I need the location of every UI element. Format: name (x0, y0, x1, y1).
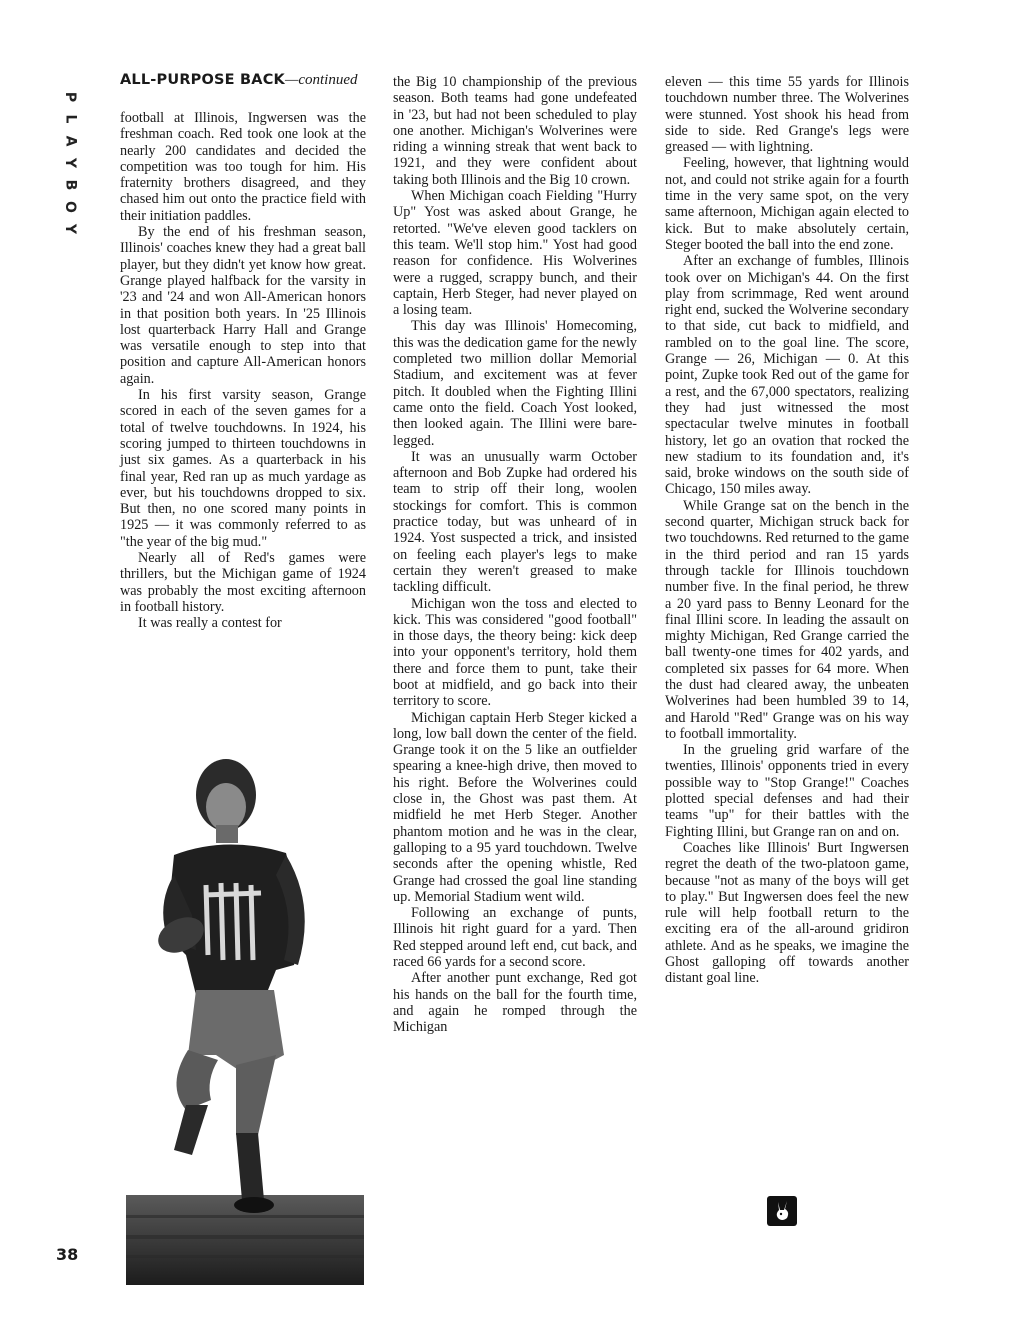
continued-label: —continued (285, 72, 358, 88)
rabbit-head-endmark-icon (767, 1196, 797, 1226)
page-number: 38 (56, 1245, 79, 1264)
article-title: ALL-PURPOSE BACK (120, 72, 285, 88)
magazine-letter: Y (61, 223, 78, 235)
paragraph: After an exchange of fumbles, Illinois took over on Michigan's 44. On the first play from scrimmage, Red went around right end, sucked the Wolverine secondary to that side, cut back to midfield, and rambled on to the goal line. The score, Grange — 26, Michigan — 0. At this point, Zupke took Red out of the game for a rest, and the 67,000 spectators, realizing they had just witnessed the most spectacular twelve minutes in football history, let go an ovation that rocked the new stadium to its foundation and, it's said, broke windows on the south side of Chicago, 150 miles away. (665, 253, 909, 498)
magazine-letter: P (61, 91, 78, 103)
text-column-2 (393, 74, 637, 1036)
paragraph: Nearly all of Red's games were thrillers, but the Michigan game of 1924 was probably the most exciting afternoon in football history. (120, 550, 366, 615)
paragraph: After another punt exchange, Red got his hands on the ball for the fourth time, and again he romped through the Michigan (393, 970, 637, 1036)
article-header (120, 72, 370, 89)
paragraph: eleven — this time 55 yards for Illinois touchdown number three. The Wolverines were stunned. Yost shook his head from side to side. Red Grange's legs were greased — with lightning. (665, 74, 909, 156)
paragraph: Michigan captain Herb Steger kicked a long, low ball down the center of the field. Grange took it on the 5 like an outfielder spearing a knee-high drive, then moved to his right. Before the Wolverines could close in, the Ghost was past them. At midfield he met Herb Steger. Another phantom motion and he was in the clear, galloping to a 95 yard touchdown. Twelve seconds after the opening whistle, Red Grange had crossed the goal line standing up. Memorial Stadium went wild. (393, 709, 637, 905)
paragraph: This day was Illinois' Homecoming, this was the dedication game for the newly completed two million dollar Memorial Stadium, and excitement was at fever pitch. It doubled when the Fighting Illini came onto the field. Coach Yost looked, then looked again. The Illini were bare-legged. (393, 318, 637, 449)
paragraph: By the end of his freshman season, Illinois' coaches knew they had a great ball player, but they didn't yet know how great. Grange played halfback for the varsity in '23 and '24 and won All-American honors in that position both years. In '25 Illinois lost quarterback Harry Hall and Grange was versatile enough to step into that position and capture All-American honors again. (120, 224, 366, 387)
magazine-letter: O (62, 201, 78, 213)
paragraph: It was an unusually warm October afternoon and Bob Zupke had ordered his team to strip off their long, woolen stockings for comfort. This is common practice today, but was unheard of in 1924. Yost suspected a trick, and insisted on feeling each player's legs to make certain they weren't greased to make tackling difficult. (393, 448, 637, 596)
paragraph: football at Illinois, Ingwersen was the freshman coach. Red took one look at the nearly 200 candidates and decided the competition was too tough for him. His fraternity brothers disagreed, and they chased him out onto the practice field with their initiation paddles. (120, 110, 366, 224)
paragraph: In his first varsity season, Grange scored in each of the seven games for a total of twelve touchdowns. In 1924, his scoring jumped to thirteen touchdowns in just six games. As a quarterback in his final year, Red ran up as much yardage as ever, but his touchdowns dropped to six. But then, no one scored many points in 1925 — it was commonly referred to as "the year of the big mud." (120, 387, 366, 550)
paragraph: Feeling, however, that lightning would not, and could not strike again for a fourth time in the very same spot, on the very same afternoon, Michigan again elected to kick. But to make absolutely certain, Steger booted the ball into the end zone. (665, 155, 909, 253)
text-column-3 (665, 74, 909, 987)
text-column-1 (120, 110, 366, 632)
paragraph: In the grueling grid warfare of the twenties, Illinois' opponents tried in every possible way to "Stop Grange!" Coaches plotted special defenses and had their teams "up" for their battles with the Fighting Illini, but Grange ran on and on. (665, 742, 909, 840)
magazine-letter: L (61, 114, 78, 124)
paragraph: Michigan won the toss and elected to kick. This was considered "good football" in those days, the theory being: kick deep into your opponent's territory, hold them there and force them to punt, take their boot at midfield, and go back into their territory to score. (393, 595, 637, 710)
paragraph: While Grange sat on the bench in the second quarter, Michigan struck back for two touchdowns. Red returned to the game in the third period and ran 15 yards through tackle for Illinois touchdown number five. In the final period, he threw a 20 yard pass to Benny Leonard for the final Illini score. In leading the assault on mighty Michigan, Red Grange carried the ball twenty-one times for 402 yards, and completed six passes for 64 more. When the dust had cleared away, the unbeaten Wolverines had been humbled 39 to 14, and Harold "Red" Grange was on his way to football immortality. (665, 497, 909, 742)
magazine-letter: A (62, 135, 78, 147)
paragraph: the Big 10 championship of the previous season. Both teams had gone undefeated in '23, but had not been scheduled to play one another. Michigan's Wolverines were riding a winning streak that went back to 1921, and they were confident about taking both Illinois and the Big 10 crown. (393, 74, 637, 188)
paragraph: Following an exchange of punts, Illinois hit right guard for a yard. Then Red stepped around left end, cut back, and raced 66 yards for a second score. (393, 905, 637, 971)
magazine-letter: B (61, 179, 78, 191)
paragraph: Coaches like Illinois' Burt Ingwersen regret the death of the two-platoon game, because "not as many of the boys will get to play." But Ingwersen does feel the new rule will help football return to the exciting era of the all-around gridiron athlete. And as he speaks, we imagine the Ghost galloping off towards another distant goal line. (665, 839, 909, 987)
football-player-photo (126, 755, 364, 1285)
magazine-name-vertical (58, 86, 82, 240)
magazine-letter: Y (61, 157, 78, 169)
paragraph: It was really a contest for (138, 615, 282, 632)
paragraph: When Michigan coach Fielding "Hurry Up" Yost was asked about Grange, he retorted. "We've eleven good tacklers on this team. We'll stop him." Yost had good reason for confidence. His Wolverines were a rugged, scrappy bunch, and their captain, Herb Steger, had never played on a losing team. (393, 188, 637, 319)
football-player-illustration (126, 755, 364, 1285)
